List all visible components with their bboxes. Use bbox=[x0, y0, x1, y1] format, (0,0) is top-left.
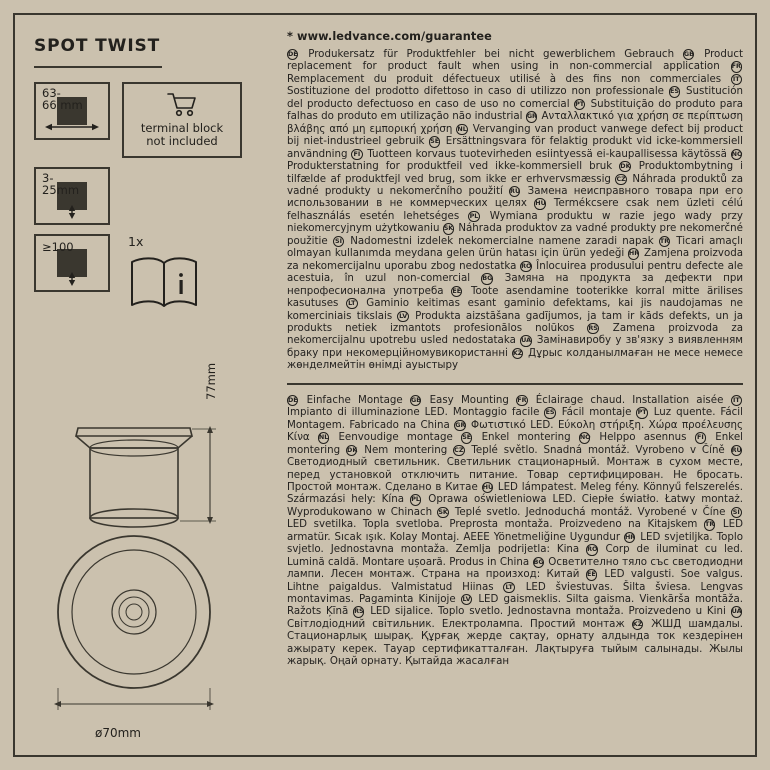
country-code-badge: GB bbox=[410, 395, 421, 406]
terminal-block-note bbox=[122, 82, 242, 158]
country-code-badge: RO bbox=[586, 544, 597, 555]
country-code-badge: FR bbox=[516, 395, 527, 406]
country-code-badge: GR bbox=[454, 420, 465, 431]
terminal-block-label bbox=[141, 122, 223, 148]
country-code-badge: FI bbox=[351, 149, 362, 160]
country-code-badge: LV bbox=[397, 311, 408, 322]
features-text: DE Einfache Montage GB Easy Mounting FR Éclairage chaud. Installation aisée IT Impianto di illuminazione LED. Montaggio facile ES Fácil montaje PT Luz quente. Fácil Montagem. Fabricado na China GR Φωτιστικό LED. Εύκολη στήριξη. Χώρα προέλευσης Κίνα NL Eenvoudige montage SE Enkel montering NO Helppo asennus FI Enkel montering DK Nem montering CZ Teplé světlo. Snadná montáž. Vyrobeno v Číně RU Светодиодный светильник. Светильник стационарный. Монтаж в сухом месте, перед установкой отключить питание. Товар сертифицирован. Не бросать. Простой монтаж. Сделано в Китае HU LED lámpatest. Meleg fény. Könnyű felszerelés. Származási hely: Kína PL Oprawa oświetleniowa LED. Ciepłe światło. Łatwy montaż. Wyprodukowano w Chinach SK Teplé svetlo. Jednoduchá montáž. Vyrobené v Číne SI LED svetilka. Topla svetloba. Preprosta montaža. Proizvedeno na Kitajskem TR LED armatür. Sıcak ışık. Kolay Montaj. AEEE Yönetmeliğine Uygundur HR LED svjetiljka. Toplo svjetlo. Jednostavna montaža. Zemlja podrijetla: Kina RO Corp de iluminat cu led. Lumină caldă. Montare ușoară. Produs in China BG Осветително тяло със светодиодни лампи. Лесен монтаж. Страна на произход: Китай EE LED valgusti. Soe valgus. Lihtne paigaldus. Valmistatud Hiinas LT LED šviestuvas. Šilta šviesa. Lengvas montavimas. Pagaminta Kinijoje LV LED gaismeklis. Silta gaisma. Vienkārša montāža. Ražots Ķīnā RS LED sijalice. Toplo svetlo. Jednostavna montaža. Proizvedeno u Kini UA Світлодіодний світильник. Електролампа. Простий монтаж KZ ЖШД шамдалы. Стационарлық шырақ. Құрғақ жерде сақтау, орнату алдында ток кездерінен ажырату керек. Тауар сертификатталған. Лақтыруға тыйым салынады. Жылы жарық. Оңай орнату. Қытайда жасалған bbox=[287, 393, 744, 668]
country-code-badge: NL bbox=[318, 432, 329, 443]
spec-row-1 bbox=[34, 82, 274, 158]
horizontal-arrow-icon bbox=[45, 123, 99, 131]
spec-line2: 66 mm bbox=[42, 98, 83, 112]
country-code-badge: DK bbox=[619, 161, 630, 172]
spec-row-2 bbox=[34, 167, 274, 225]
country-code-badge: PT bbox=[636, 407, 647, 418]
country-code-badge: RO bbox=[520, 261, 531, 272]
title-underline bbox=[34, 66, 162, 68]
country-code-badge: GR bbox=[526, 111, 537, 122]
country-code-badge: NO bbox=[579, 432, 590, 443]
country-code-badge: ES bbox=[544, 407, 555, 418]
country-code-badge: HR bbox=[628, 248, 639, 259]
country-code-badge: DE bbox=[287, 395, 298, 406]
country-code-badge: LV bbox=[461, 594, 472, 605]
section-divider bbox=[287, 383, 743, 385]
spec-line1: 3- bbox=[42, 171, 54, 185]
guarantee-text: DE Produkersatz für Produktfehler bei nicht gewerblichem Gebrauch GB Product replacement for product fault when using in non-commercial application FR Remplacement du produit défectueux utilisé à des fins non commerciales IT Sostituzione del prodotto difettoso in caso di utilizzo non professionale ES Sustitución del producto defectuoso en caso de uso no comercial PT Substituição do produto para falhas do produto em utilização não industrial GR Ανταλλακτικό για χρήση σε περίπτωση βλάβης από μη εμπορική χρήση NL Vervanging van product vanwege defect bij product bij niet-industrieel gebruik SE Ersättningsvara för felaktig produkt vid icke-kommersiell användning FI Tuotteen korvaus tuotevirheden esiintyessä ei-kaupallisessa käytössä NO Produkterstatning for produktfeil ved ikke-kommersiell bruk DK Produktombytning i tilfælde af produktfejl ved brug, som ikke er erhvervsmæssig CZ Náhrada produktů za vadné produkty u nekomerčního použití RU Замена неисправного товара при его использовании в не коммерческих целях HU Termékcsere csak nem üzleti célú felhasználás esetén lehetséges PL Wymiana produktu w razie jego wady przy niekomercyjnym użytkowaniu SK Náhrada produktov za vadné produkty pre nekomerčné použitie SI Nadomestni izdelek nekomercialne namene zaradi napak TR Ticari amaçlı olmayan kullanımda meydana gelen ürün hatası için ürün yedeği HR Zamjena proizvoda za nekomercijalnu uporabu zbog nedostatka RO Înlocuirea produsului pentru defecte ale acestuia, în uzul non-comercial BG Замяна на продукта за дефекти при непрофесионална употреба EE Toote asendamine tooterikke korral mitte ärilises kasutuses LT Gaminio keitimas esant gaminio defektams, kai jis naudojamas ne komerciniais tikslais LV Produkta aizstāšana gadījumos, ja tam ir kāds defekts, un ja produkts netiek izmantots profesionālos nolūkos RS Zamena proizvoda za nekomercijalnu upotrebu usled nedostataka UA Замінавиробу у зв'язку з виявленням браку при некомерційномувикористанні KZ Дұрыс колданылмаған не месе немесе жөнделмейтін өнімді ауыстыру bbox=[287, 48, 744, 372]
country-code-badge: UA bbox=[520, 335, 531, 346]
vertical-arrow-icon bbox=[67, 205, 77, 219]
country-code-badge: SI bbox=[731, 507, 742, 518]
country-code-badge: IT bbox=[731, 74, 742, 85]
country-code-badge: SK bbox=[443, 223, 454, 234]
country-code-badge: ES bbox=[669, 86, 680, 97]
country-code-badge: SE bbox=[461, 432, 472, 443]
country-code-badge: HR bbox=[624, 532, 635, 543]
page-title: SPOT TWIST bbox=[34, 36, 161, 56]
country-code-badge: HU bbox=[482, 482, 493, 493]
country-code-badge: FI bbox=[695, 432, 706, 443]
country-code-badge: TR bbox=[659, 236, 670, 247]
country-code-badge: IT bbox=[731, 395, 742, 406]
country-code-badge: PL bbox=[468, 211, 479, 222]
shopping-cart-icon bbox=[167, 92, 197, 118]
country-code-badge: SK bbox=[437, 507, 448, 518]
diameter-dimension-label: ø70mm bbox=[95, 726, 141, 740]
accessory-label-line1: terminal block bbox=[140, 121, 224, 135]
country-code-badge: DK bbox=[346, 445, 357, 456]
country-code-badge: SE bbox=[429, 136, 440, 147]
country-code-badge: RU bbox=[731, 445, 742, 456]
country-code-badge: RS bbox=[353, 606, 364, 617]
country-code-badge: BG bbox=[481, 273, 492, 284]
spotlight-technical-drawing bbox=[34, 420, 274, 740]
country-code-badge: RS bbox=[587, 323, 598, 334]
spec-min-depth bbox=[34, 234, 110, 292]
country-code-badge: UA bbox=[731, 606, 742, 617]
country-code-badge: NL bbox=[456, 124, 467, 135]
country-code-badge: KZ bbox=[512, 348, 523, 359]
country-code-badge: LT bbox=[346, 298, 357, 309]
accessory-label-line2: not included bbox=[146, 134, 218, 148]
left-column bbox=[34, 36, 274, 320]
country-code-badge: CZ bbox=[453, 445, 464, 456]
country-code-badge: SI bbox=[333, 236, 344, 247]
spec-ceiling-thickness bbox=[34, 167, 110, 225]
spec-min-depth-label: ≥100 bbox=[42, 240, 74, 254]
country-code-badge: GB bbox=[683, 49, 694, 60]
spec-cutout-diameter bbox=[34, 82, 110, 140]
spec-line2: 25mm bbox=[42, 183, 80, 197]
country-code-badge: DE bbox=[287, 49, 298, 60]
country-code-badge: LT bbox=[503, 582, 514, 593]
spec-row-3 bbox=[34, 234, 274, 311]
country-code-badge: NO bbox=[731, 149, 742, 160]
country-code-badge: CZ bbox=[615, 174, 626, 185]
country-code-badge: TR bbox=[704, 519, 715, 530]
right-column bbox=[287, 30, 743, 668]
vertical-arrow-icon bbox=[67, 272, 77, 286]
instruction-manual-icon bbox=[128, 253, 200, 311]
country-code-badge: KZ bbox=[632, 619, 643, 630]
country-code-badge: RU bbox=[509, 186, 520, 197]
country-code-badge: EE bbox=[586, 569, 597, 580]
product-drawing bbox=[34, 420, 274, 740]
spec-ceiling-thickness-label bbox=[42, 172, 79, 196]
country-code-badge: PT bbox=[574, 99, 585, 110]
country-code-badge: EE bbox=[451, 286, 462, 297]
spec-line1: 63- bbox=[42, 86, 61, 100]
spec-cutout-diameter-label bbox=[42, 87, 83, 111]
country-code-badge: HU bbox=[534, 198, 545, 209]
guarantee-heading: * www.ledvance.com/guarantee bbox=[287, 30, 492, 43]
country-code-badge: FR bbox=[731, 61, 742, 72]
height-dimension-label: 77mm bbox=[204, 362, 218, 400]
manual-note bbox=[128, 234, 224, 311]
manual-count: 1x bbox=[128, 234, 144, 249]
country-code-badge: PL bbox=[410, 494, 421, 505]
country-code-badge: BG bbox=[533, 557, 544, 568]
